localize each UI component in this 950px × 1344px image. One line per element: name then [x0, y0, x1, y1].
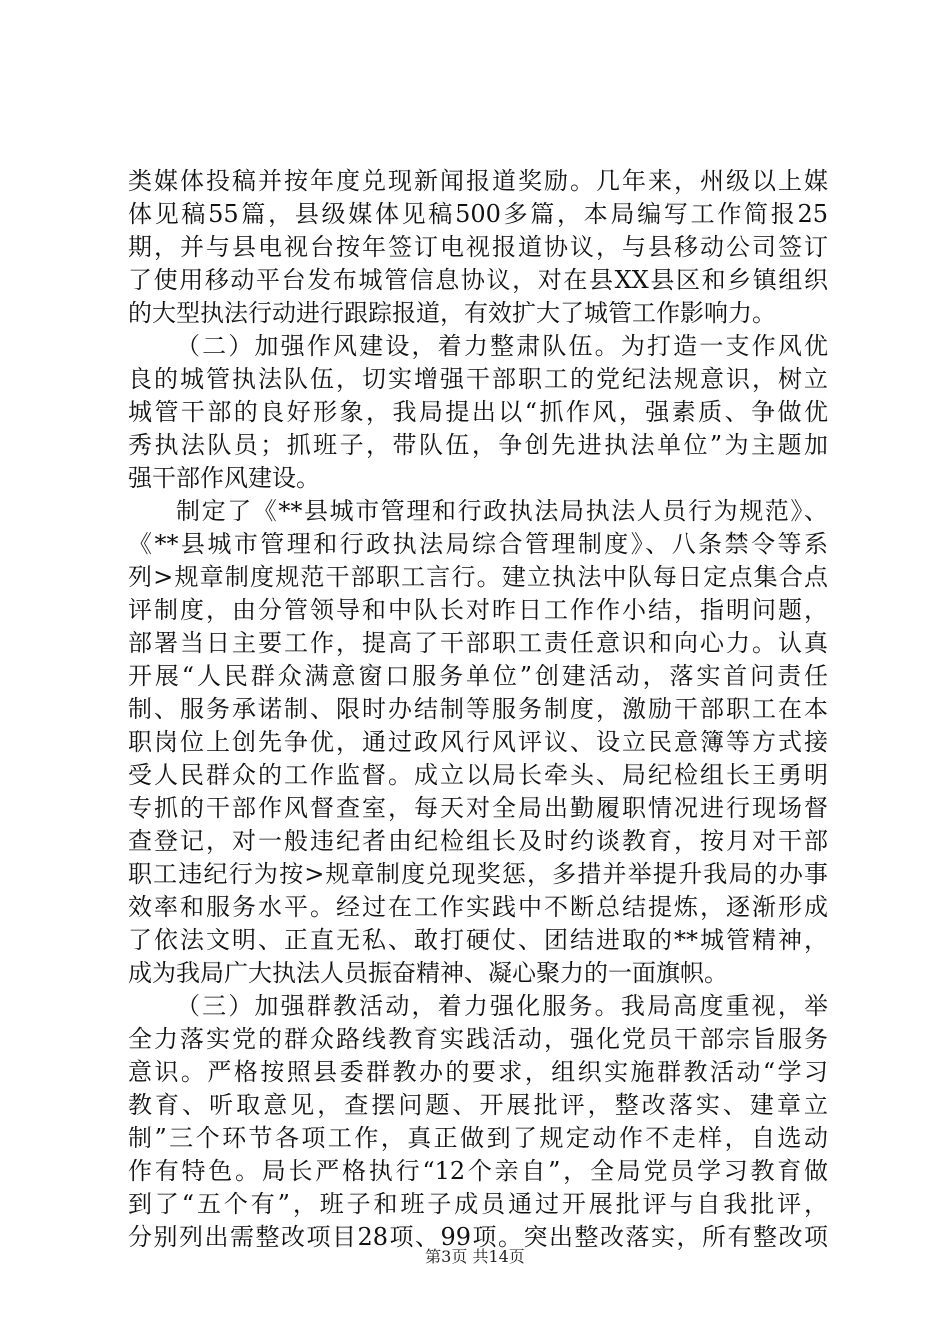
- text-line: 良的城管执法队伍，切实增强干部职工的党纪法规意识，树立: [128, 365, 828, 393]
- text-line: 受人民群众的工作监督。成立以局长牵头、局纪检组长王勇明: [128, 761, 828, 789]
- text-line: 制定了《**县城市管理和行政执法局执法人员行为规范》、: [176, 497, 828, 525]
- text-line: 效率和服务水平。经过在工作实践中不断总结提炼，逐渐形成: [128, 893, 828, 921]
- text-line: 意识。严格按照县委群教办的要求，组织实施群教活动“学习: [128, 1058, 828, 1086]
- text-line: 制、服务承诺制、限时办结制等服务制度，激励干部职工在本: [128, 695, 828, 723]
- text-line: 了使用移动平台发布城管信息协议，对在县XX县区和乡镇组织: [128, 266, 828, 294]
- document-body: [128, 165, 828, 1254]
- text-line: 《**县城市管理和行政执法局综合管理制度》、八条禁令等系: [128, 530, 828, 558]
- text-line: 了依法文明、正直无私、敢打硬仗、团结进取的**城管精神，: [128, 926, 828, 954]
- text-line: 分别列出需整改项目28项、99项。突出整改落实，所有整改项: [128, 1223, 828, 1251]
- text-line: 成为我局广大执法人员振奋精神、凝心聚力的一面旗帜。: [128, 959, 728, 987]
- text-line: 开展“人民群众满意窗口服务单位”创建活动，落实首问责任: [128, 662, 828, 690]
- text-line: 的大型执法行动进行跟踪报道，有效扩大了城管工作影响力。: [128, 299, 776, 327]
- page-footer: [0, 1244, 950, 1267]
- text-line: 部署当日主要工作，提高了干部职工责任意识和向心力。认真: [128, 629, 828, 657]
- text-line: 职工违纪行为按>规章制度兑现奖惩，多措并举提升我局的办事: [128, 860, 828, 888]
- text-line: 教育、听取意见，查摆问题、开展批评，整改落实、建章立: [128, 1091, 828, 1119]
- text-line: 类媒体投稿并按年度兑现新闻报道奖励。几年来，州级以上媒: [128, 167, 828, 195]
- text-line: 强干部作风建设。: [128, 464, 320, 492]
- text-line: 期，并与县电视台按年签订电视报道协议，与县移动公司签订: [128, 233, 828, 261]
- text-line: 制”三个环节各项工作，真正做到了规定动作不走样，自选动: [128, 1124, 828, 1152]
- text-line: 全力落实党的群众路线教育实践活动，强化党员干部宗旨服务: [128, 1025, 828, 1053]
- text-line: 职岗位上创先争优，通过政风行风评议、设立民意簿等方式接: [128, 728, 828, 756]
- page-number: 第3页 共14页: [425, 1247, 525, 1266]
- text-line: 评制度，由分管领导和中队长对昨日工作作小结，指明问题，: [128, 596, 828, 624]
- text-line: （三）加强群教活动，着力强化服务。我局高度重视，举: [176, 992, 828, 1020]
- text-line: 专抓的干部作风督查室，每天对全局出勤履职情况进行现场督: [128, 794, 828, 822]
- text-line: 到了“五个有”，班子和班子成员通过开展批评与自我批评，: [128, 1190, 828, 1218]
- text-line: 作有特色。局长严格执行“12个亲自”，全局党员学习教育做: [128, 1157, 828, 1185]
- text-line: 列>规章制度规范干部职工言行。建立执法中队每日定点集合点: [128, 563, 828, 591]
- text-line: 查登记，对一般违纪者由纪检组长及时约谈教育，按月对干部: [128, 827, 828, 855]
- text-line: （二）加强作风建设，着力整肃队伍。为打造一支作风优: [176, 332, 828, 360]
- text-line: 城管干部的良好形象，我局提出以“抓作风，强素质、争做优: [128, 398, 828, 426]
- text-line: 秀执法队员；抓班子，带队伍，争创先进执法单位”为主题加: [128, 431, 828, 459]
- text-line: 体见稿55篇，县级媒体见稿500多篇，本局编写工作简报25: [128, 200, 828, 228]
